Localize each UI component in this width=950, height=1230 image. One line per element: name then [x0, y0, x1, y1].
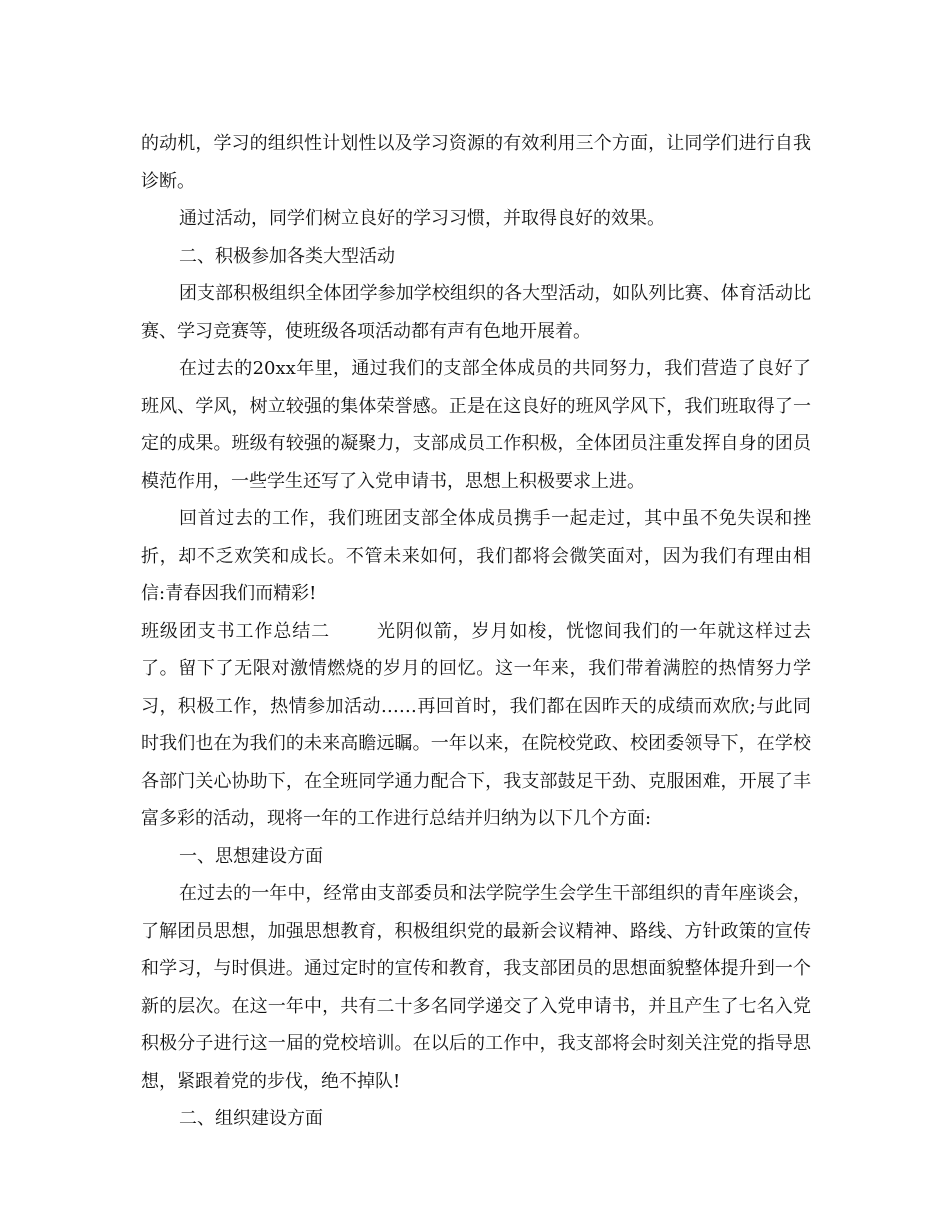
summary-two-title: 班级团支书工作总结二: [141, 620, 331, 642]
paragraph-habits: 通过活动，同学们树立良好的学习习惯，并取得良好的效果。: [179, 208, 665, 229]
section-heading-activities: 二、积极参加各类大型活动: [179, 245, 395, 267]
document-body: [141, 125, 811, 1138]
paragraph-year-review: 在过去的20xx年里，通过我们的支部全体成员的共同努力，我们营造了良好了班风、学风，树立较强的集体荣誉感。正是在这良好的班风学风下，我们班取得了一定的成果。班级有较强的凝聚力，支部成员工作积极，全体团员注重发挥自身的团员模范作用，一些学生还写了入党申请书，思想上积极要求上进。: [141, 358, 811, 492]
summary-two-text: 光阴似箭，岁月如梭，恍惚间我们的一年就这样过去了。留下了无限对激情燃烧的岁月的回忆。这一年来，我们带着满腔的热情努力学习，积极工作，热情参加活动……再回首时，我们都在因昨天的成绩而欢欣;与此同时我们也在为我们的未来高瞻远瞩。一年以来，在院校党政、校团委领导下，在学校各部门关心协助下，在全班同学通力配合下，我支部鼓足干劲、克服困难，开展了丰富多彩的活动，现将一年的工作进行总结并归纳为以下几个方面:: [141, 620, 812, 829]
paragraph-diagnosis: 的动机，学习的组织性计划性以及学习资源的有效利用三个方面，让同学们进行自我诊断。: [141, 133, 811, 192]
section-heading-organization: 二、组织建设方面: [179, 1108, 323, 1129]
paragraph-looking-back: 回首过去的工作，我们班团支部全体成员携手一起走过，其中虽不免失误和挫折，却不乏欢笑和成长。不管未来如何，我们都将会微笑面对，因为我们有理由相信:青春因我们而精彩!: [141, 508, 811, 604]
paragraph-summary-two: [141, 613, 811, 838]
paragraph-activities: 团支部积极组织全体团学参加学校组织的各大型活动，如队列比赛、体育活动比赛、学习竞赛等，使班级各项活动都有声有色地开展着。: [141, 283, 811, 342]
paragraph-ideology: 在过去的一年中，经常由支部委员和法学院学生会学生干部组织的青年座谈会，了解团员思想，加强思想教育，积极组织党的最新会议精神、路线、方针政策的宣传和学习，与时俱进。通过定时的宣传和教育，我支部团员的思想面貌整体提升到一个新的层次。在这一年中，共有二十多名同学递交了入党申请书，并且产生了七名入党积极分子进行这一届的党校培训。在以后的工作中，我支部将会时刻关注党的指导思想，紧跟着党的步伐，绝不掉队!: [141, 883, 811, 1092]
section-heading-ideology: 一、思想建设方面: [179, 845, 323, 867]
